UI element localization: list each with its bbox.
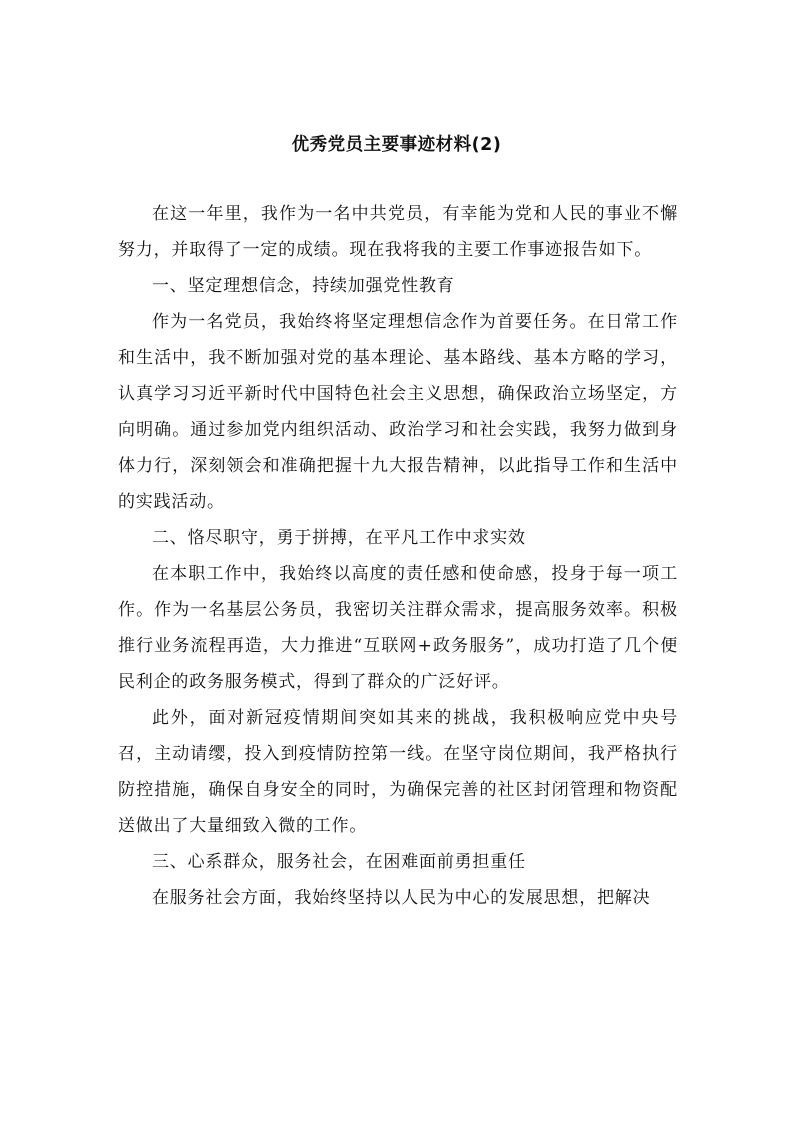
paragraph: 作为一名党员，我始终将坚定理想信念作为首要任务。在日常工作和生活中，我不断加强对党的基本理论、基本路线、基本方略的学习，认真学习习近平新时代中国特色社会主义思想，确保政治立场坚定，方向明确。通过参加党内组织活动、政治学习和社会实践，我努力做到身体力行，深刻领会和准确把握十九大报告精神，以此指导工作和生活中的实践活动。 <box>118 312 678 512</box>
section-heading-2: 二、恪尽职守，勇于拼搏，在平凡工作中求实效 <box>152 528 526 548</box>
paragraph-intro: 在这一年里，我作为一名中共党员，有幸能为党和人民的事业不懈努力，并取得了一定的成绩。现在我将我的主要工作事迹报告如下。 <box>118 204 678 260</box>
paragraph: 在服务社会方面，我始终坚持以人民为中心的发展思想，把解决 <box>152 888 651 908</box>
paragraph: 此外，面对新冠疫情期间突如其来的挑战，我积极响应党中央号召，主动请缨，投入到疫情防控第一线。在坚守岗位期间，我严格执行防控措施，确保自身安全的同时，为确保完善的社区封闭管理和物资配送做出了大量细致入微的工作。 <box>118 708 678 836</box>
document-body <box>118 196 678 916</box>
section-heading-1: 一、坚定理想信念，持续加强党性教育 <box>152 276 455 296</box>
section-heading-3: 三、心系群众，服务社会，在困难面前勇担重任 <box>152 852 526 872</box>
document-title: 优秀党员主要事迹材料(2) <box>291 135 502 155</box>
paragraph: 在本职工作中，我始终以高度的责任感和使命感，投身于每一项工作。作为一名基层公务员，我密切关注群众需求，提高服务效率。积极推行业务流程再造，大力推进“互联网+政务服务”，成功打造了几个便民利企的政务服务模式，得到了群众的广泛好评。 <box>118 564 678 692</box>
